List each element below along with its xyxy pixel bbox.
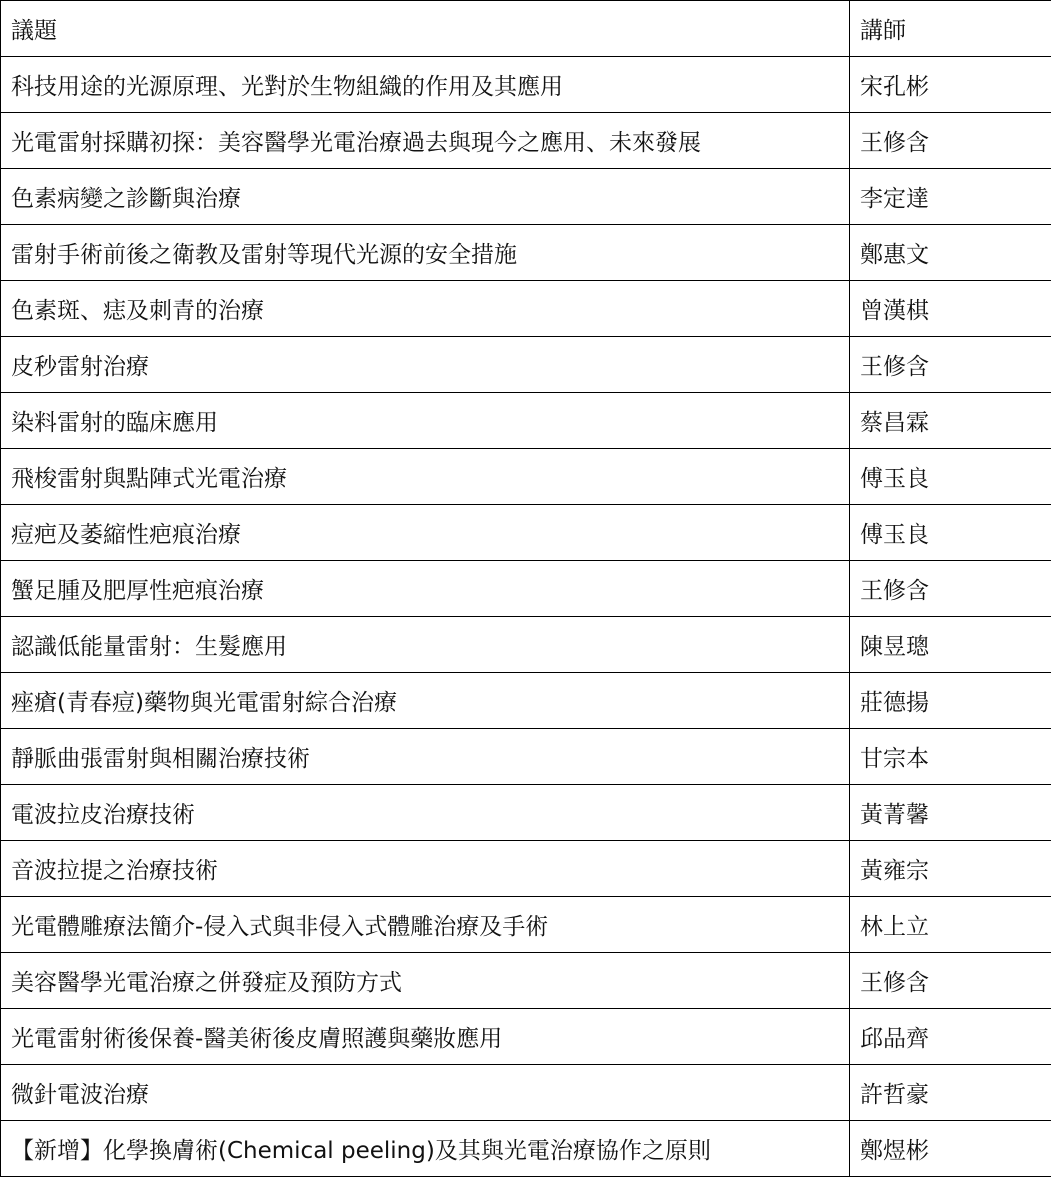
topic-cell: 光電體雕療法簡介-侵入式與非侵入式體雕治療及手術: [1, 897, 850, 953]
topic-cell: 【新增】化學換膚術(Chemical peeling)及其與光電治療協作之原則: [1, 1121, 850, 1177]
table-row: [1, 1065, 1051, 1121]
topic-cell: 痤瘡(青春痘)藥物與光電雷射綜合治療: [1, 673, 850, 729]
table-row: [1, 281, 1051, 337]
table-row: [1, 617, 1051, 673]
speaker-cell: 許哲豪: [850, 1065, 1051, 1121]
speaker-cell: 宋孔彬: [850, 57, 1051, 113]
table-row: [1, 729, 1051, 785]
topic-cell: 靜脈曲張雷射與相關治療技術: [1, 729, 850, 785]
table-row: [1, 393, 1051, 449]
table-row: [1, 1009, 1051, 1065]
topic-cell: 染料雷射的臨床應用: [1, 393, 850, 449]
header-speaker: 講師: [850, 1, 1051, 57]
speaker-cell: 林上立: [850, 897, 1051, 953]
table-body: [1, 57, 1051, 1177]
topic-cell: 雷射手術前後之衛教及雷射等現代光源的安全措施: [1, 225, 850, 281]
topic-cell: 音波拉提之治療技術: [1, 841, 850, 897]
topic-cell: 痘疤及萎縮性疤痕治療: [1, 505, 850, 561]
speaker-cell: 王修含: [850, 113, 1051, 169]
speaker-cell: 蔡昌霖: [850, 393, 1051, 449]
table-header: [1, 1, 1051, 57]
speaker-cell: 黃菁馨: [850, 785, 1051, 841]
speaker-cell: 傅玉良: [850, 505, 1051, 561]
topic-cell: 光電雷射術後保養-醫美術後皮膚照護與藥妝應用: [1, 1009, 850, 1065]
table-row: [1, 897, 1051, 953]
speaker-cell: 莊德揚: [850, 673, 1051, 729]
table-row: [1, 1121, 1051, 1177]
topic-cell: 電波拉皮治療技術: [1, 785, 850, 841]
topic-cell: 微針電波治療: [1, 1065, 850, 1121]
table-row: [1, 953, 1051, 1009]
table-row: [1, 785, 1051, 841]
speaker-cell: 陳昱璁: [850, 617, 1051, 673]
table-row: [1, 225, 1051, 281]
speaker-cell: 李定達: [850, 169, 1051, 225]
topic-cell: 認識低能量雷射：生髮應用: [1, 617, 850, 673]
header-row: [1, 1, 1051, 57]
speaker-cell: 甘宗本: [850, 729, 1051, 785]
speaker-cell: 王修含: [850, 561, 1051, 617]
topic-cell: 蟹足腫及肥厚性疤痕治療: [1, 561, 850, 617]
table-row: [1, 169, 1051, 225]
header-topic: 議題: [1, 1, 850, 57]
topic-cell: 皮秒雷射治療: [1, 337, 850, 393]
speaker-cell: 傅玉良: [850, 449, 1051, 505]
table-row: [1, 57, 1051, 113]
speaker-cell: 王修含: [850, 337, 1051, 393]
speaker-cell: 鄭惠文: [850, 225, 1051, 281]
speaker-cell: 邱品齊: [850, 1009, 1051, 1065]
topic-cell: 美容醫學光電治療之併發症及預防方式: [1, 953, 850, 1009]
table-row: [1, 113, 1051, 169]
speaker-cell: 鄭煜彬: [850, 1121, 1051, 1177]
table-row: [1, 449, 1051, 505]
table-row: [1, 841, 1051, 897]
table-row: [1, 337, 1051, 393]
topic-cell: 光電雷射採購初探：美容醫學光電治療過去與現今之應用、未來發展: [1, 113, 850, 169]
table-row: [1, 673, 1051, 729]
topic-cell: 科技用途的光源原理、光對於生物組織的作用及其應用: [1, 57, 850, 113]
speaker-cell: 王修含: [850, 953, 1051, 1009]
speaker-cell: 曾漢棋: [850, 281, 1051, 337]
topic-cell: 色素斑、痣及刺青的治療: [1, 281, 850, 337]
topic-cell: 色素病變之診斷與治療: [1, 169, 850, 225]
table-row: [1, 505, 1051, 561]
table-row: [1, 561, 1051, 617]
speaker-cell: 黃雍宗: [850, 841, 1051, 897]
topic-cell: 飛梭雷射與點陣式光電治療: [1, 449, 850, 505]
